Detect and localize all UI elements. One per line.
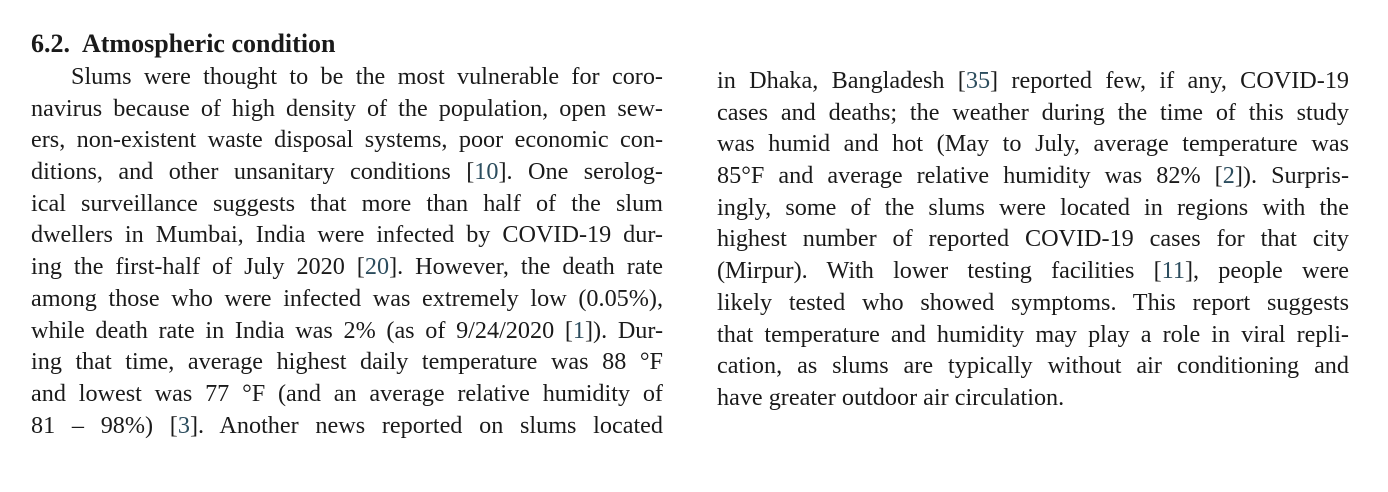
right-column: [717, 65, 1349, 414]
text-line: navirus because of high density of the population, open sew-: [31, 94, 663, 122]
text-line: that temperature and humidity may play a role in viral repli-: [717, 320, 1349, 348]
text-line: was humid and hot (May to July, average temperature was: [717, 130, 1349, 158]
text-line: Slums were thought to be the most vulnerable for coro-: [71, 63, 663, 90]
text-line: 81 – 98%) [3]. Another news reported on slums located: [31, 411, 663, 439]
text-line: 85°F and average relative humidity was 82% [2]). Surpris-: [717, 162, 1350, 190]
text-line: ingly, some of the slums were located in regions with the: [717, 193, 1349, 221]
text-line: highest number of reported COVID-19 cases for that city: [717, 225, 1349, 253]
text-line: ing that time, average highest daily temperature was 88 °F: [31, 348, 663, 376]
left-column: [31, 61, 663, 441]
citation-number: 2: [1222, 162, 1235, 190]
text-line: ers, non-existent waste disposal systems, poor economic con-: [31, 126, 663, 154]
citation-number: 11: [1161, 257, 1185, 285]
text-line: while death rate in India was 2% (as of 9/24/2020 [1]). Dur-: [31, 316, 664, 344]
citation-number: 1: [572, 316, 585, 344]
text-line: have greater outdoor air circulation.: [717, 383, 1065, 411]
text-line: and lowest was 77 °F (and an average relative humidity of: [31, 379, 663, 407]
citation-number: 3: [177, 411, 190, 439]
section-heading: [31, 27, 336, 61]
text-line: likely tested who showed symptoms. This report suggests: [717, 288, 1349, 316]
citation-number: 20: [364, 253, 390, 281]
text-line: cases and deaths; the weather during the time of this study: [717, 98, 1349, 126]
text-line: among those who were infected was extremely low (0.05%),: [31, 284, 663, 312]
section-number: 6.2.: [31, 29, 70, 58]
text-line: in Dhaka, Bangladesh [35] reported few, if any, COVID-19: [717, 67, 1350, 94]
text-line: ditions, and other unsanitary conditions [10]. One serolog-: [31, 158, 663, 186]
text-line: (Mirpur). With lower testing facilities [11], people were: [717, 257, 1349, 285]
citation-number: 35: [965, 67, 991, 94]
text-line: dwellers in Mumbai, India were infected by COVID-19 dur-: [31, 221, 663, 249]
text-line: ing the first-half of July 2020 [20]. However, the death rate: [31, 253, 663, 281]
text-line: ical surveillance suggests that more than half of the slum: [31, 189, 663, 217]
section-title: Atmospheric condition: [82, 29, 336, 58]
text-line: cation, as slums are typically without air conditioning and: [717, 352, 1349, 380]
citation-number: 10: [474, 158, 499, 186]
